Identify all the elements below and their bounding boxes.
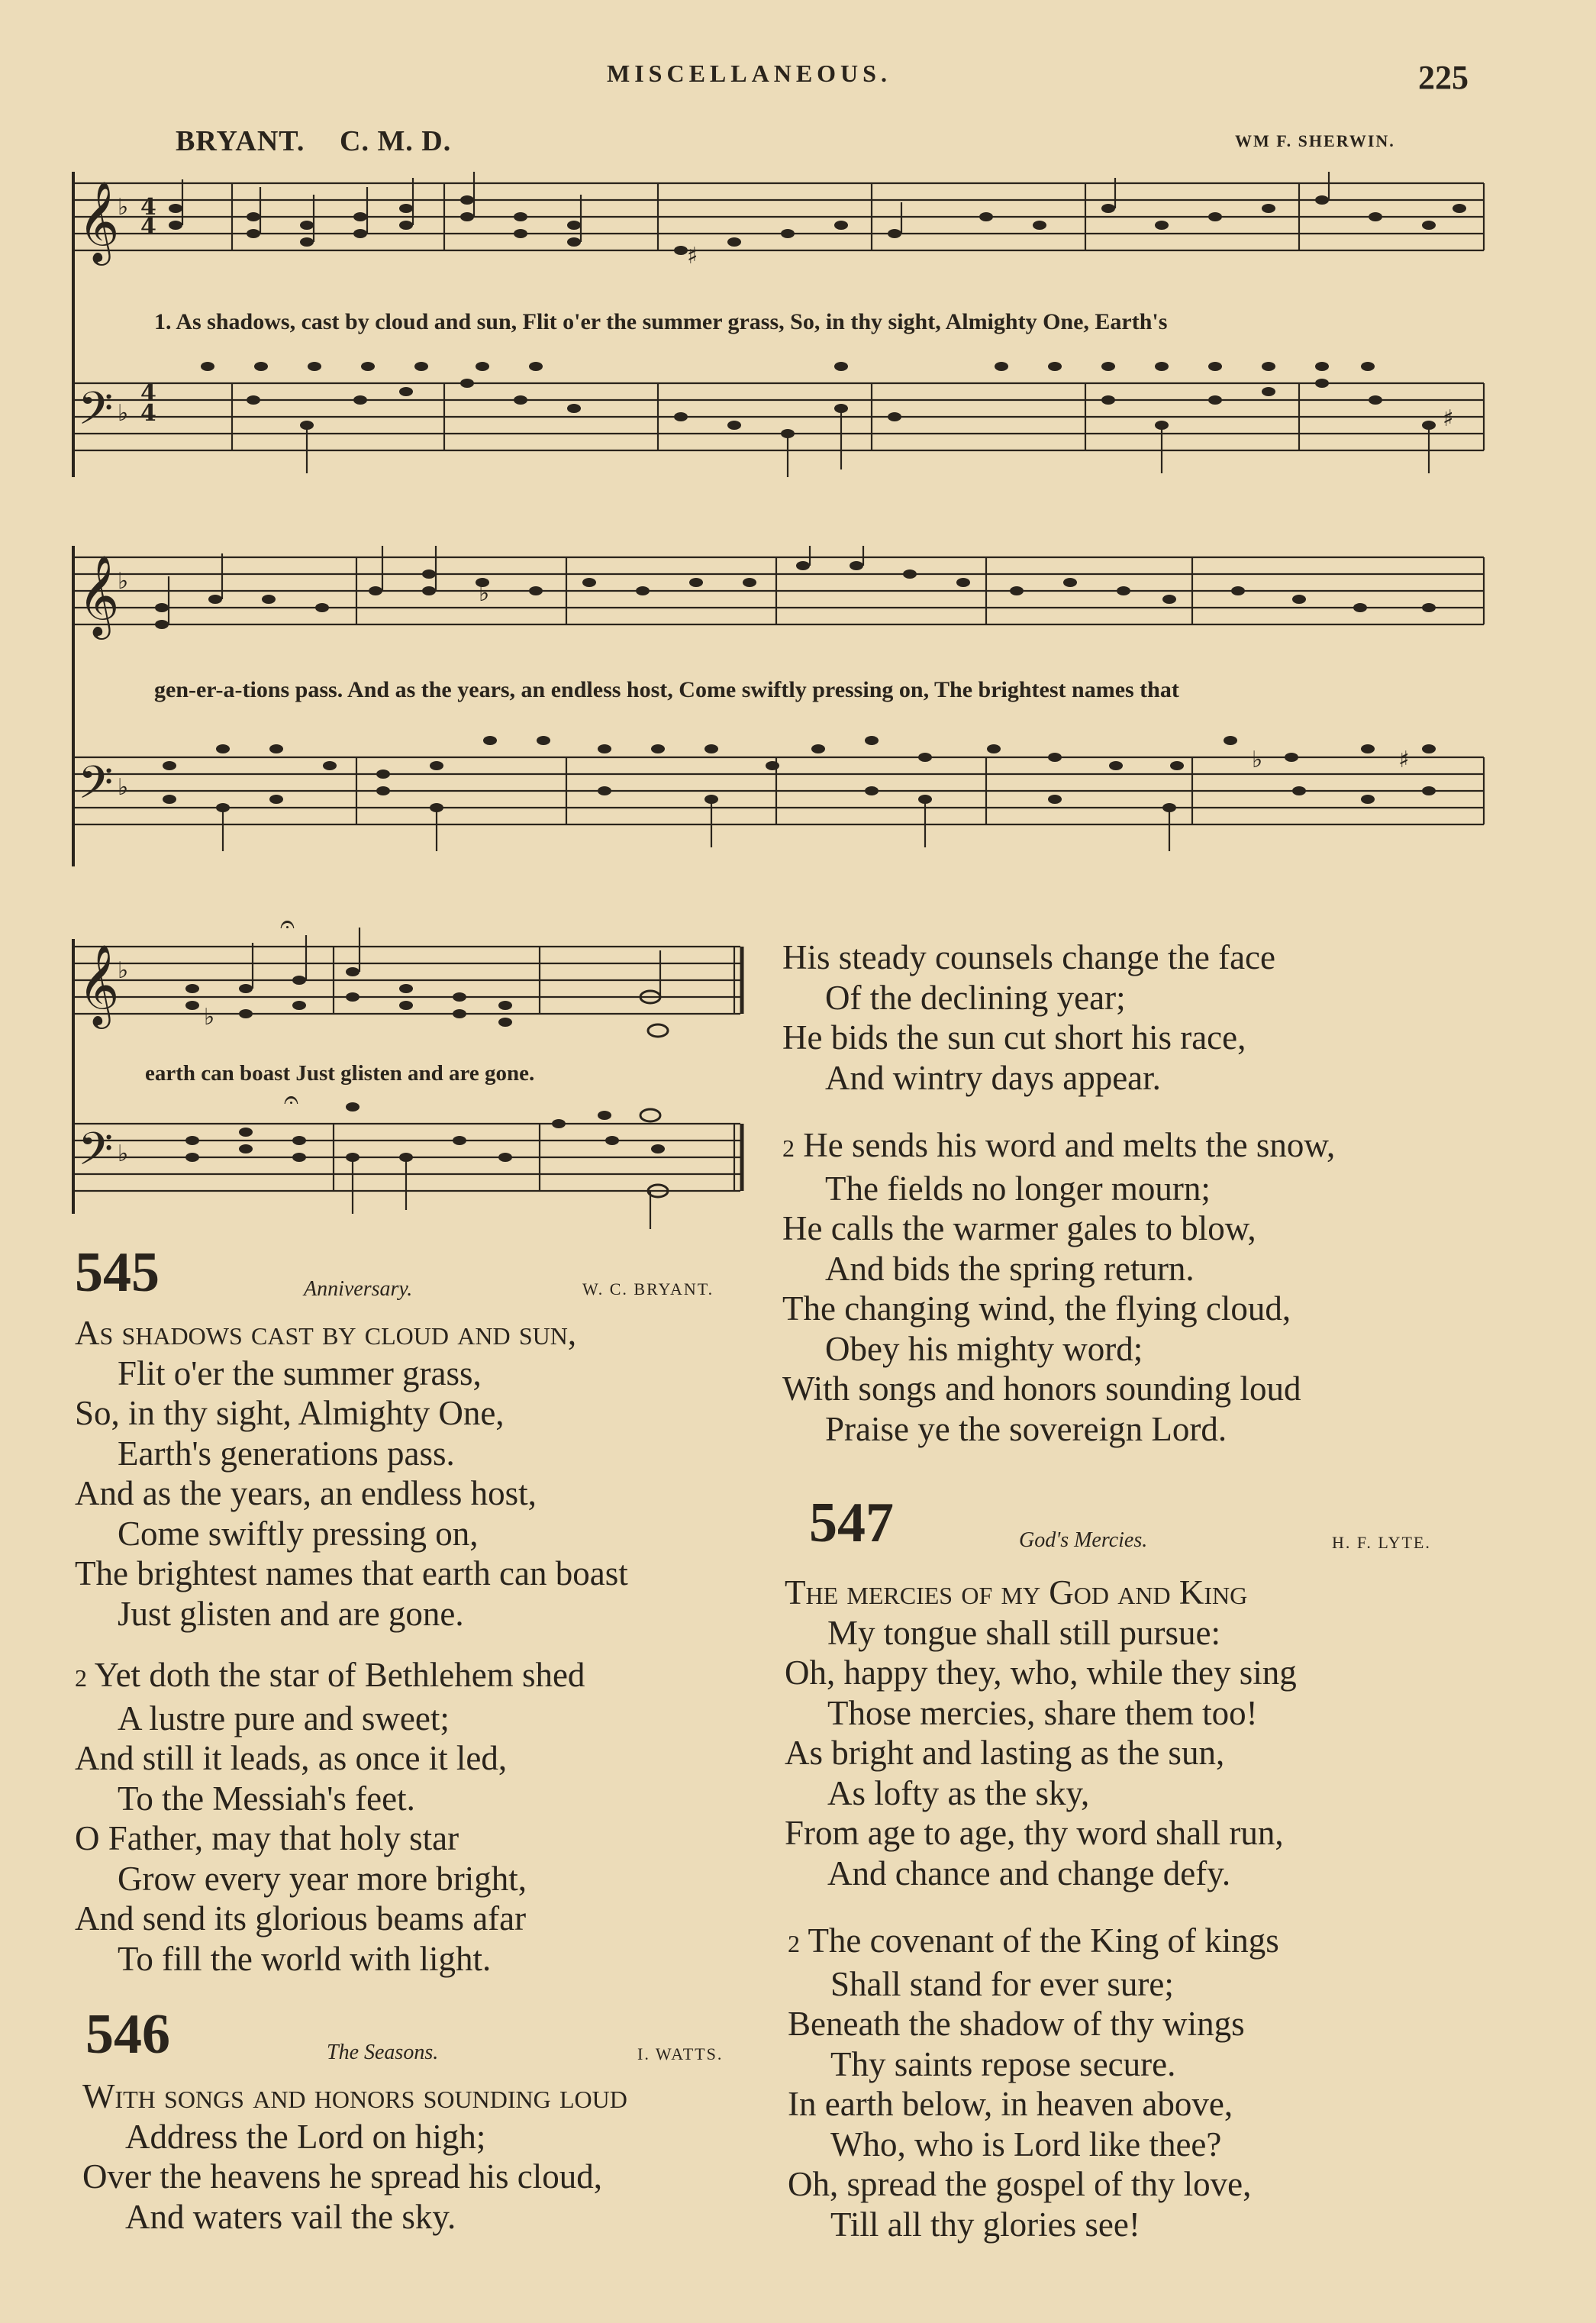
hymn-number: 546 <box>85 2003 170 2066</box>
verse-line: And bids the spring return. <box>825 1249 1195 1288</box>
hymn-author: W. C. BRYANT. <box>582 1279 714 1299</box>
tune-name: BRYANT. <box>176 125 305 157</box>
hymn-546-verse-2 <box>782 1125 1335 1449</box>
svg-text:𝄢: 𝄢 <box>78 382 114 446</box>
verse-line: To fill the world with light. <box>118 1939 492 1978</box>
svg-text:♭: ♭ <box>118 194 129 221</box>
verse-line: Those mercies, share them too! <box>827 1693 1258 1732</box>
verse-line: The brightest names that earth can boast <box>75 1554 628 1592</box>
verse-line: The covenant of the King of kings <box>808 1921 1279 1960</box>
tune-composer: WM F. SHERWIN. <box>1235 131 1395 150</box>
verse-line: Over the heavens he spread his cloud, <box>82 2157 603 2196</box>
verse-line: O Father, may that holy star <box>75 1819 459 1857</box>
verse-line: With songs and honors sounding loud <box>82 2077 627 2115</box>
verse-line: Shall stand for ever sure; <box>830 1964 1174 2003</box>
svg-text:♭: ♭ <box>1252 747 1263 773</box>
svg-text:𝄐: 𝄐 <box>284 1085 298 1115</box>
verse-line: And chance and change defy. <box>827 1854 1231 1892</box>
verse-line: The mercies of my God and King <box>785 1573 1248 1612</box>
verse-line: Earth's generations pass. <box>118 1434 455 1473</box>
tune-meter: C. M. D. <box>340 125 452 157</box>
verse-line: Of the declining year; <box>825 978 1126 1017</box>
verse-line: Obey his mighty word; <box>825 1329 1143 1368</box>
verse-line: Till all thy glories see! <box>830 2205 1140 2244</box>
svg-text:4: 4 <box>140 400 156 427</box>
svg-text:♭: ♭ <box>479 580 490 607</box>
svg-text:♭: ♭ <box>118 400 129 427</box>
verse-line: Come swiftly pressing on, <box>118 1514 479 1553</box>
verse-line: From age to age, thy word shall run, <box>785 1814 1284 1852</box>
verse-line: And still it leads, as once it led, <box>75 1739 508 1777</box>
verse-line: Thy saints repose secure. <box>830 2044 1176 2083</box>
svg-text:♯: ♯ <box>1443 405 1454 432</box>
verse-line: He calls the warmer gales to blow, <box>782 1209 1256 1247</box>
svg-text:𝄞: 𝄞 <box>78 180 120 262</box>
verse-line: Flit o'er the summer grass, <box>118 1353 482 1392</box>
verse-line: As bright and lasting as the sun, <box>785 1734 1225 1772</box>
music-system-2 <box>70 546 1490 866</box>
hymn-546-verse-1-part-a <box>82 2076 627 2237</box>
verse-line: The fields no longer mourn; <box>825 1169 1211 1208</box>
verse-line: And wintry days appear. <box>825 1058 1161 1097</box>
hymn-547-verse-1 <box>785 1573 1297 1893</box>
verse-line: Oh, spread the gospel of thy love, <box>788 2165 1252 2203</box>
verse-line: Yet doth the star of Bethlehem shed <box>94 1656 585 1694</box>
svg-text:♭: ♭ <box>118 1141 129 1167</box>
tune-lyric-line-1: 1. As shadows, cast by cloud and sun, Flit o'er the summer grass, So, in thy sight, Almighty One, Earth's <box>154 309 1168 334</box>
verse-line: Who, who is Lord like thee? <box>830 2125 1222 2163</box>
svg-text:𝄢: 𝄢 <box>78 1122 114 1186</box>
hymn-545-verse-2 <box>75 1655 585 1979</box>
hymn-author: H. F. LYTE. <box>1332 1533 1431 1552</box>
verse-number: 2 <box>788 1930 800 1957</box>
svg-text:𝄐: 𝄐 <box>280 909 295 940</box>
verse-line: Oh, happy they, who, while they sing <box>785 1654 1297 1692</box>
verse-line: In earth below, in heaven above, <box>788 2085 1233 2123</box>
hymn-547-verse-2 <box>788 1921 1279 2244</box>
svg-text:𝄞: 𝄞 <box>78 554 120 636</box>
hymn-546-verse-1-part-b <box>782 937 1275 1098</box>
verse-number: 2 <box>75 1664 87 1692</box>
hymn-author: I. WATTS. <box>637 2044 724 2063</box>
svg-text:♭: ♭ <box>118 957 129 984</box>
hymn-number: 545 <box>75 1241 160 1304</box>
svg-text:4: 4 <box>140 214 156 240</box>
verse-line: And waters vail the sky. <box>125 2197 456 2236</box>
verse-line: He bids the sun cut short his race, <box>782 1018 1246 1057</box>
verse-line: The changing wind, the flying cloud, <box>782 1289 1291 1328</box>
svg-text:♯: ♯ <box>1398 747 1410 773</box>
hymn-number: 547 <box>809 1492 894 1554</box>
svg-text:4: 4 <box>140 194 156 221</box>
hymn-title: The Seasons. <box>327 2041 439 2064</box>
verse-line: So, in thy sight, Almighty One, <box>75 1394 505 1432</box>
verse-line: And send its glorious beams afar <box>75 1899 527 1937</box>
tune-lyric-line-2: gen-er-a-tions pass. And as the years, an endless host, Come swiftly pressing on, The brightest names that <box>154 677 1179 702</box>
svg-text:♯: ♯ <box>687 243 698 269</box>
verse-line: And as the years, an endless host, <box>75 1474 537 1512</box>
verse-line: Just glisten and are gone. <box>118 1594 464 1633</box>
hymn-title: God's Mercies. <box>1019 1528 1148 1552</box>
verse-line: His steady counsels change the face <box>782 938 1275 976</box>
svg-text:♭: ♭ <box>204 1004 215 1031</box>
verse-line: With songs and honors sounding loud <box>782 1370 1301 1408</box>
verse-line: He sends his word and melts the snow, <box>803 1126 1336 1164</box>
tune-lyric-line-3: earth can boast Just glisten and are gone. <box>145 1061 535 1086</box>
verse-line: My tongue shall still pursue: <box>827 1613 1220 1652</box>
verse-line: As lofty as the sky, <box>827 1773 1090 1812</box>
verse-line: As shadows cast by cloud and sun, <box>75 1314 577 1352</box>
verse-line: Grow every year more bright, <box>118 1859 527 1898</box>
verse-line: Praise ye the sovereign Lord. <box>825 1409 1227 1448</box>
hymn-title: Anniversary. <box>304 1277 413 1301</box>
verse-line: A lustre pure and sweet; <box>118 1699 450 1737</box>
verse-line: Address the Lord on high; <box>125 2117 486 2156</box>
page-number: 225 <box>1418 59 1469 96</box>
svg-text:𝄞: 𝄞 <box>78 944 120 1025</box>
verse-line: To the Messiah's feet. <box>118 1779 415 1818</box>
svg-text:♭: ♭ <box>118 774 129 801</box>
section-header: MISCELLANEOUS. <box>607 60 892 87</box>
svg-text:𝄢: 𝄢 <box>78 756 114 820</box>
svg-text:4: 4 <box>140 380 156 407</box>
verse-line: Beneath the shadow of thy wings <box>788 2005 1245 2043</box>
verse-number: 2 <box>782 1134 795 1162</box>
svg-text:♭: ♭ <box>118 568 129 595</box>
hymn-545-verse-1 <box>75 1313 628 1634</box>
